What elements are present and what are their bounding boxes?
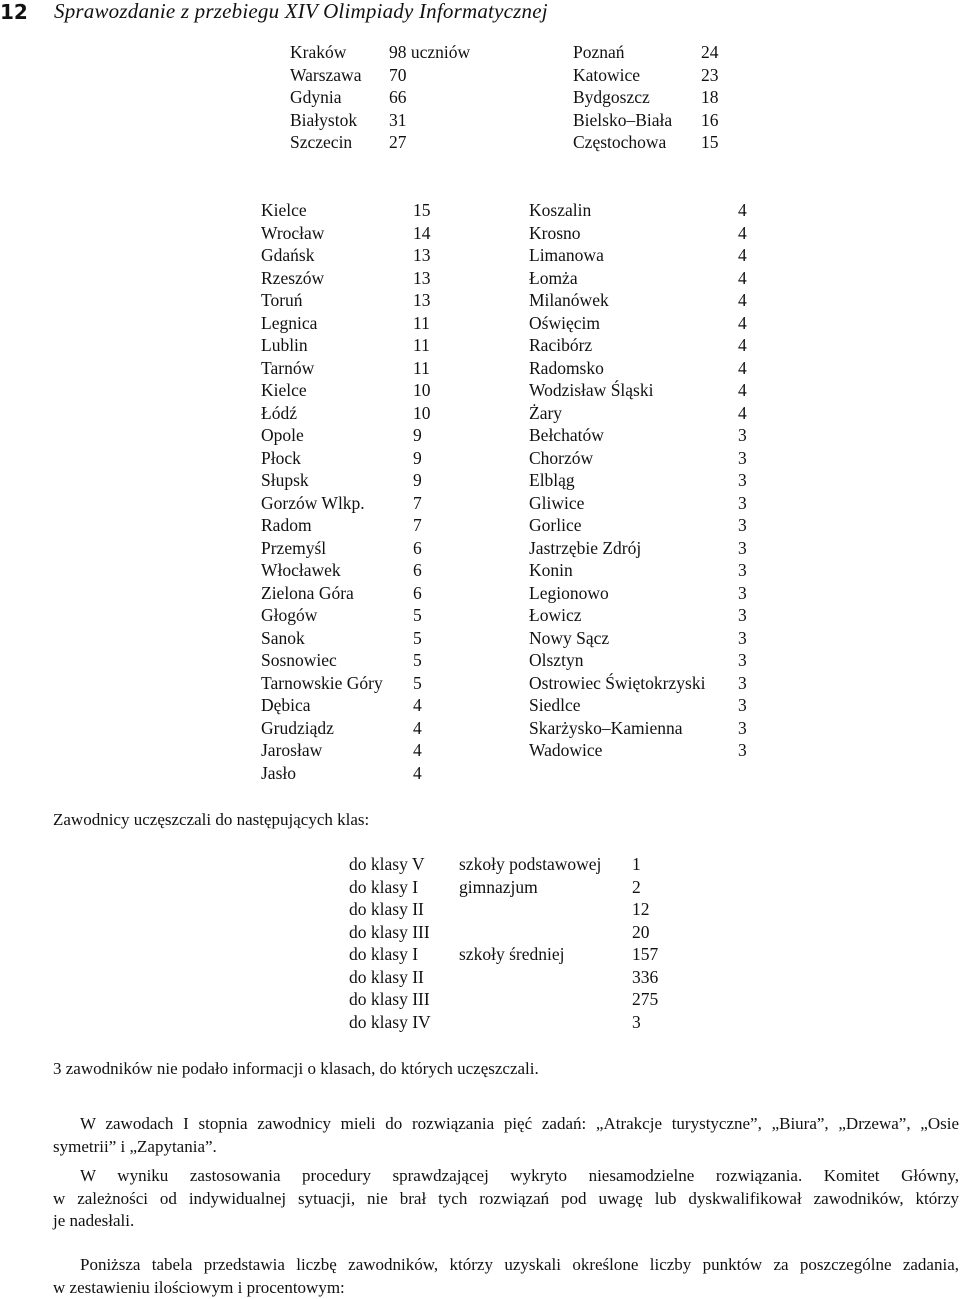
paragraph-line: w zestawieniu ilościowym i procentowym: bbox=[53, 1277, 345, 1297]
paragraph-line: W wyniku zastosowania procedury sprawdzającej wykryto niesamodzielne rozwiązania. Komitet Główny, bbox=[80, 1166, 959, 1185]
table-row bbox=[0, 447, 960, 470]
student-count: 13 bbox=[413, 290, 431, 310]
city-name: Głogów bbox=[261, 605, 318, 625]
table-row bbox=[0, 876, 960, 899]
student-count: 3 bbox=[738, 650, 747, 670]
student-count: 3 bbox=[738, 492, 747, 513]
student-count: 4 bbox=[738, 267, 747, 288]
student-count: 6 bbox=[413, 582, 422, 603]
paragraph-tasks bbox=[53, 1113, 959, 1158]
city-name: Toruń bbox=[261, 290, 303, 310]
student-count: 14 bbox=[413, 222, 431, 243]
city-name: Gdynia bbox=[290, 87, 342, 107]
city-name: Tarnowskie Góry bbox=[261, 672, 383, 693]
top-cities-table bbox=[0, 41, 960, 154]
class-level: do klasy I bbox=[349, 944, 419, 964]
table-row bbox=[0, 357, 960, 380]
city-name: Białystok bbox=[290, 109, 358, 130]
table-row bbox=[0, 312, 960, 335]
city-name: Przemyśl bbox=[261, 537, 327, 558]
student-count: 4 bbox=[413, 740, 422, 760]
city-name: Sosnowiec bbox=[261, 650, 337, 670]
city-name: Katowice bbox=[573, 64, 641, 85]
city-name: Szczecin bbox=[290, 132, 353, 152]
cities-table bbox=[0, 199, 960, 784]
student-count: 15 bbox=[413, 200, 431, 220]
student-count: 13 bbox=[413, 267, 431, 288]
city-name: Bydgoszcz bbox=[573, 87, 650, 107]
city-name: Sanok bbox=[261, 627, 305, 648]
student-count: 3 bbox=[738, 605, 747, 625]
student-count: 5 bbox=[413, 627, 422, 648]
city-name: Łowicz bbox=[529, 605, 582, 625]
city-name: Chorzów bbox=[529, 447, 594, 468]
table-row bbox=[0, 649, 960, 672]
student-count: 3 bbox=[738, 582, 747, 603]
paragraph-line: W zawodach I stopnia zawodnicy mieli do rozwiązania pięć zadań: „Atrakcje turystyczne”, „Biura”, „Drzewa”, „Osie bbox=[80, 1114, 959, 1133]
student-count: 3 bbox=[738, 560, 747, 580]
student-count: 3 bbox=[738, 425, 747, 445]
class-level: do klasy III bbox=[349, 921, 430, 942]
city-name: Wrocław bbox=[261, 222, 325, 243]
city-name: Częstochowa bbox=[573, 132, 667, 152]
city-name: Włocławek bbox=[261, 560, 341, 580]
table-row bbox=[0, 604, 960, 627]
school-type: szkoły średniej bbox=[459, 944, 565, 964]
student-count: 24 bbox=[701, 42, 719, 62]
city-name: Kielce bbox=[261, 200, 307, 220]
paragraph-table-intro bbox=[53, 1254, 959, 1299]
city-name: Skarżysko–Kamienna bbox=[529, 717, 683, 738]
city-name: Limanowa bbox=[529, 245, 604, 265]
city-name: Tarnów bbox=[261, 357, 315, 378]
student-count: 18 bbox=[701, 87, 719, 107]
student-count: 16 bbox=[701, 109, 719, 130]
school-type: gimnazjum bbox=[459, 876, 538, 897]
city-name: Dębica bbox=[261, 695, 311, 715]
student-count: 11 bbox=[413, 335, 430, 355]
city-name: Poznań bbox=[573, 42, 625, 62]
table-row bbox=[0, 694, 960, 717]
city-name: Zielona Góra bbox=[261, 582, 354, 603]
student-count: 2 bbox=[632, 876, 641, 897]
table-row bbox=[0, 402, 960, 425]
student-count: 157 bbox=[632, 944, 659, 964]
table-row bbox=[0, 739, 960, 762]
page-number: 12 bbox=[0, 0, 28, 24]
table-row bbox=[0, 131, 960, 154]
student-count: 4 bbox=[413, 762, 422, 783]
student-count: 4 bbox=[738, 402, 747, 423]
school-type: szkoły podstawowej bbox=[459, 854, 602, 874]
city-name: Gdańsk bbox=[261, 245, 315, 265]
city-name: Lublin bbox=[261, 335, 308, 355]
student-count: 1 bbox=[632, 854, 641, 874]
student-count: 66 bbox=[389, 87, 407, 107]
table-row bbox=[0, 41, 960, 64]
student-count: 3 bbox=[738, 537, 747, 558]
table-row bbox=[0, 469, 960, 492]
table-row bbox=[0, 672, 960, 695]
table-row bbox=[0, 267, 960, 290]
student-count: 4 bbox=[738, 290, 747, 310]
table-row bbox=[0, 853, 960, 876]
student-count: 3 bbox=[738, 672, 747, 693]
paragraph-line: je nadesłali. bbox=[53, 1211, 135, 1230]
table-row bbox=[0, 379, 960, 402]
table-row bbox=[0, 582, 960, 605]
city-name: Opole bbox=[261, 425, 304, 445]
table-row bbox=[0, 86, 960, 109]
table-row bbox=[0, 222, 960, 245]
city-name: Legnica bbox=[261, 312, 318, 333]
table-row bbox=[0, 627, 960, 650]
city-name: Gliwice bbox=[529, 492, 585, 513]
student-count: 7 bbox=[413, 515, 422, 535]
running-title: Sprawozdanie z przebiegu XIV Olimpiady Informatycznej bbox=[54, 0, 548, 23]
city-name: Jastrzębie Zdrój bbox=[529, 537, 642, 558]
class-level: do klasy III bbox=[349, 989, 430, 1009]
student-count: 10 bbox=[413, 380, 431, 400]
city-name: Jasło bbox=[261, 762, 296, 783]
table-row bbox=[0, 943, 960, 966]
city-name: Łódź bbox=[261, 402, 297, 423]
class-level: do klasy I bbox=[349, 876, 419, 897]
student-count: 4 bbox=[738, 312, 747, 333]
paragraph-line: Poniższa tabela przedstawia liczbę zawodników, którzy uzyskali określone liczby punktów za poszczególne zadania, bbox=[80, 1255, 959, 1274]
class-level: do klasy II bbox=[349, 966, 424, 987]
student-count: 11 bbox=[413, 357, 430, 378]
student-count: 4 bbox=[738, 200, 747, 220]
student-count: 7 bbox=[413, 492, 422, 513]
city-name: Elbląg bbox=[529, 470, 575, 490]
student-count: 6 bbox=[413, 560, 422, 580]
student-count: 4 bbox=[738, 335, 747, 355]
classes-table bbox=[0, 853, 960, 1033]
table-row bbox=[0, 717, 960, 740]
city-name: Siedlce bbox=[529, 695, 581, 715]
city-name: Grudziądz bbox=[261, 717, 334, 738]
city-name: Warszawa bbox=[290, 64, 362, 85]
city-name: Słupsk bbox=[261, 470, 309, 490]
student-count: 5 bbox=[413, 605, 422, 625]
city-name: Nowy Sącz bbox=[529, 627, 610, 648]
table-row bbox=[0, 64, 960, 87]
student-count: 98 uczniów bbox=[389, 42, 471, 62]
student-count: 27 bbox=[389, 132, 407, 152]
student-count: 10 bbox=[413, 402, 431, 423]
city-name: Racibórz bbox=[529, 335, 593, 355]
table-row bbox=[0, 289, 960, 312]
student-count: 3 bbox=[738, 740, 747, 760]
table-row bbox=[0, 492, 960, 515]
student-count: 20 bbox=[632, 921, 650, 942]
table-row bbox=[0, 988, 960, 1011]
table-row bbox=[0, 1011, 960, 1034]
city-name: Płock bbox=[261, 447, 301, 468]
student-count: 3 bbox=[738, 717, 747, 738]
student-count: 336 bbox=[632, 966, 659, 987]
table-row bbox=[0, 334, 960, 357]
student-count: 31 bbox=[389, 109, 407, 130]
city-name: Żary bbox=[529, 402, 563, 423]
class-level: do klasy V bbox=[349, 854, 425, 874]
student-count: 4 bbox=[738, 357, 747, 378]
city-name: Bielsko–Biała bbox=[573, 109, 673, 130]
city-name: Gorlice bbox=[529, 515, 582, 535]
table-row bbox=[0, 199, 960, 222]
city-name: Milanówek bbox=[529, 290, 609, 310]
student-count: 4 bbox=[413, 695, 422, 715]
city-name: Koszalin bbox=[529, 200, 592, 220]
city-name: Jarosław bbox=[261, 740, 323, 760]
page-header bbox=[0, 0, 960, 26]
city-name: Konin bbox=[529, 560, 573, 580]
city-name: Gorzów Wlkp. bbox=[261, 492, 365, 513]
city-name: Wadowice bbox=[529, 740, 603, 760]
city-name: Ostrowiec Świętokrzyski bbox=[529, 672, 706, 693]
table-row bbox=[0, 537, 960, 560]
city-name: Olsztyn bbox=[529, 650, 584, 670]
table-row bbox=[0, 244, 960, 267]
table-row bbox=[0, 109, 960, 132]
student-count: 9 bbox=[413, 470, 422, 490]
student-count: 9 bbox=[413, 425, 422, 445]
no-info-note: 3 zawodników nie podało informacji o klasach, do których uczęszczali. bbox=[53, 1059, 539, 1078]
city-name: Wodzisław Śląski bbox=[529, 380, 654, 400]
table-row bbox=[0, 514, 960, 537]
city-name: Kielce bbox=[261, 380, 307, 400]
student-count: 15 bbox=[701, 132, 719, 152]
city-name: Oświęcim bbox=[529, 312, 600, 333]
student-count: 6 bbox=[413, 537, 422, 558]
paragraph-line: symetrii” i „Zapytania”. bbox=[53, 1136, 217, 1156]
class-level: do klasy IV bbox=[349, 1011, 431, 1032]
student-count: 5 bbox=[413, 672, 422, 693]
paragraph-line: w zależności od indywidualnej sytuacji, nie brał tych rozwiązań pod uwagę lub dyskwalifikował zawodników, którzy bbox=[53, 1188, 959, 1208]
student-count: 4 bbox=[738, 222, 747, 243]
table-row bbox=[0, 559, 960, 582]
city-name: Radomsko bbox=[529, 357, 604, 378]
table-row bbox=[0, 762, 960, 785]
city-name: Rzeszów bbox=[261, 267, 325, 288]
city-name: Kraków bbox=[290, 42, 347, 62]
student-count: 3 bbox=[738, 627, 747, 648]
student-count: 3 bbox=[738, 447, 747, 468]
table-row bbox=[0, 966, 960, 989]
city-name: Łomża bbox=[529, 267, 578, 288]
student-count: 3 bbox=[738, 515, 747, 535]
paragraph-verification bbox=[53, 1165, 959, 1233]
student-count: 12 bbox=[632, 899, 650, 919]
student-count: 275 bbox=[632, 989, 659, 1009]
city-name: Bełchatów bbox=[529, 425, 604, 445]
classes-intro: Zawodnicy uczęszczali do następujących klas: bbox=[53, 810, 370, 829]
student-count: 4 bbox=[738, 245, 747, 265]
student-count: 3 bbox=[632, 1011, 641, 1032]
class-level: do klasy II bbox=[349, 899, 424, 919]
student-count: 23 bbox=[701, 64, 719, 85]
student-count: 5 bbox=[413, 650, 422, 670]
student-count: 9 bbox=[413, 447, 422, 468]
student-count: 13 bbox=[413, 245, 431, 265]
table-row bbox=[0, 898, 960, 921]
city-name: Krosno bbox=[529, 222, 581, 243]
city-name: Radom bbox=[261, 515, 312, 535]
student-count: 3 bbox=[738, 470, 747, 490]
student-count: 4 bbox=[413, 717, 422, 738]
student-count: 4 bbox=[738, 380, 747, 400]
student-count: 3 bbox=[738, 695, 747, 715]
table-row bbox=[0, 921, 960, 944]
city-name: Legionowo bbox=[529, 582, 609, 603]
student-count: 11 bbox=[413, 312, 430, 333]
student-count: 70 bbox=[389, 64, 407, 85]
table-row bbox=[0, 424, 960, 447]
